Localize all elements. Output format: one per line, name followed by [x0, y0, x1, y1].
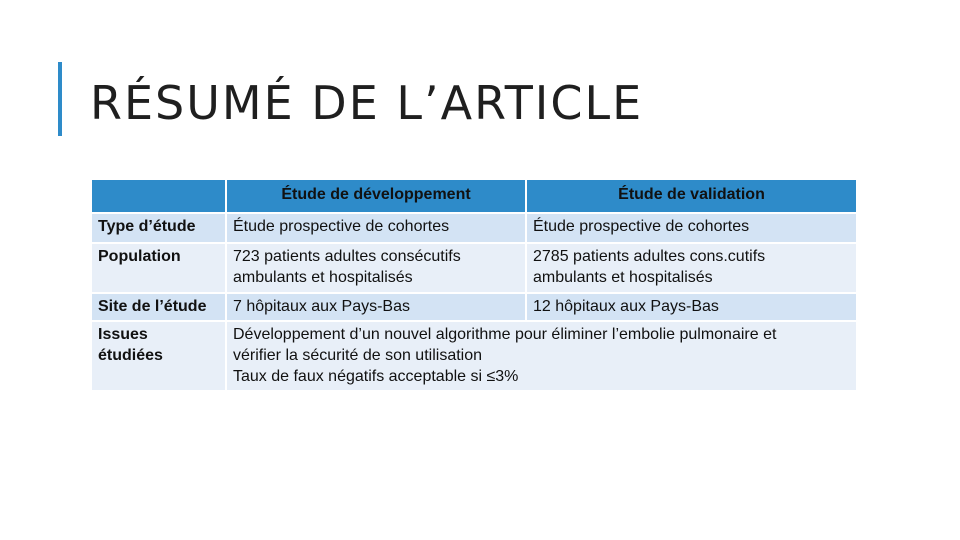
table-row: [91, 213, 857, 243]
row-label-study-type: Type d’étude: [91, 213, 226, 243]
cell-line: 7 hôpitaux aux Pays-Bas: [233, 298, 410, 315]
cell-validation: [526, 213, 857, 243]
table-row: [91, 243, 857, 293]
cell-line: 2785 patients adultes cons.cutifs: [533, 248, 766, 265]
header-cell-empty: [91, 179, 226, 213]
cell-line: étudiées: [98, 347, 163, 364]
title-accent-bar: [58, 62, 62, 136]
cell-outcomes-merged: [226, 321, 857, 391]
row-label-study-site: Site de l’étude: [91, 293, 226, 321]
cell-validation: [526, 243, 857, 293]
row-label-population: Population: [91, 243, 226, 293]
row-label-outcomes: [91, 321, 226, 391]
cell-development: [226, 293, 526, 321]
cell-line: ambulants et hospitalisés: [533, 269, 713, 286]
header-cell-development: Étude de développement: [226, 179, 526, 213]
table-row: [91, 321, 857, 391]
cell-line: Issues: [98, 326, 148, 343]
table-header-row: [91, 179, 857, 213]
table-row: [91, 293, 857, 321]
cell-line: ambulants et hospitalisés: [233, 269, 413, 286]
cell-line: Étude prospective de cohortes: [233, 218, 450, 235]
cell-line: vérifier la sécurité de son utilisation: [233, 347, 483, 364]
cell-line: Taux de faux négatifs acceptable si ≤3%: [233, 368, 519, 385]
cell-line: Étude prospective de cohortes: [533, 218, 750, 235]
header-cell-validation: Étude de validation: [526, 179, 857, 213]
summary-table: [90, 178, 858, 392]
cell-line: Développement d’un nouvel algorithme pour éliminer l’embolie pulmonaire et: [233, 326, 777, 343]
page-title: RÉSUMÉ DE L’ARTICLE: [90, 76, 644, 130]
cell-line: 723 patients adultes consécutifs: [233, 248, 461, 265]
cell-validation: [526, 293, 857, 321]
cell-development: [226, 243, 526, 293]
cell-development: [226, 213, 526, 243]
cell-line: 12 hôpitaux aux Pays-Bas: [533, 298, 719, 315]
